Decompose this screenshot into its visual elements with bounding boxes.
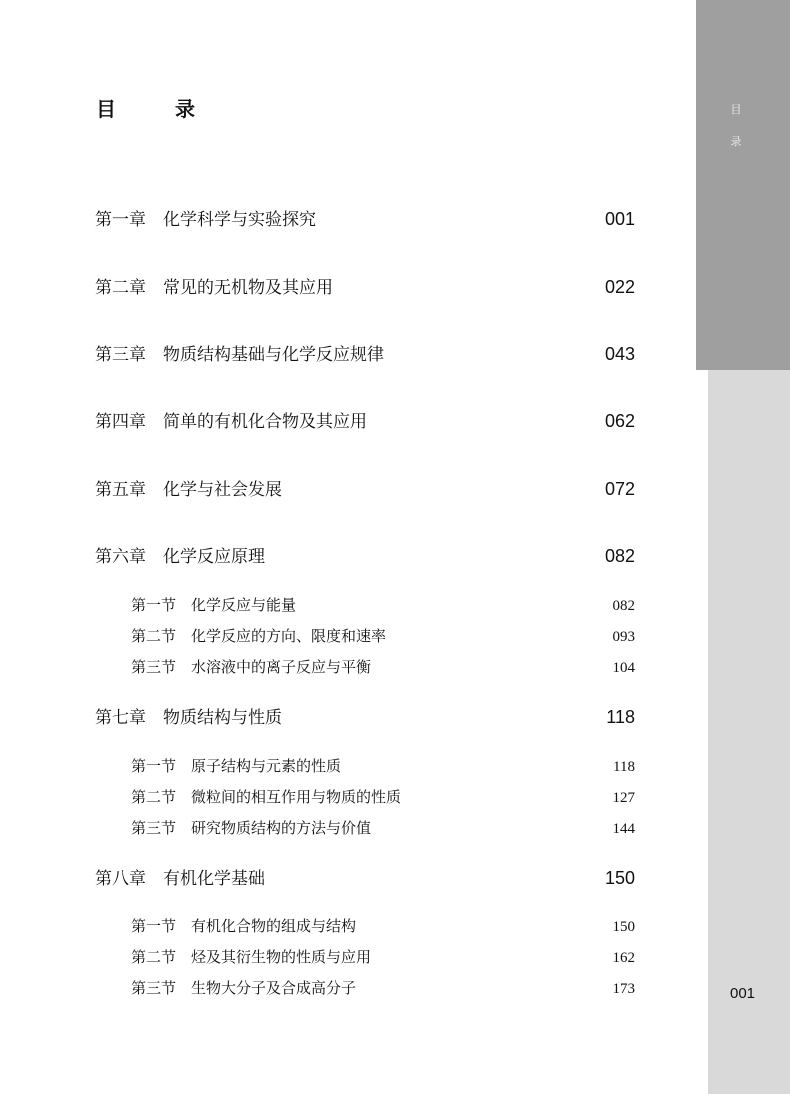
section-label: 第二节 烃及其衍生物的性质与应用 (131, 948, 372, 966)
section-page: 093 (612, 629, 635, 645)
section-page: 173 (612, 981, 635, 997)
section-page: 162 (612, 950, 635, 966)
section-page: 127 (612, 790, 635, 806)
side-tab-label (729, 94, 743, 158)
chapter-label: 第八章 有机化学基础 (95, 869, 265, 889)
toc-section[interactable] (131, 977, 635, 998)
toc-section[interactable] (131, 786, 635, 807)
section-label: 第二节 微粒间的相互作用与物质的性质 (131, 788, 402, 806)
chapter-label: 第四章 简单的有机化合物及其应用 (95, 412, 367, 432)
toc-section[interactable] (131, 656, 635, 677)
toc-chapter-5[interactable] (95, 475, 635, 500)
section-label: 第一节 有机化合物的组成与结构 (131, 917, 357, 935)
toc-chapter-1[interactable] (95, 205, 635, 230)
chapter-page: 001 (604, 209, 635, 229)
toc-chapter-2[interactable] (95, 273, 635, 298)
chapter-page: 150 (604, 868, 635, 888)
section-page: 150 (612, 919, 635, 935)
toc-chapter-8[interactable] (95, 864, 635, 889)
section-page: 082 (612, 598, 635, 614)
chapter-page: 062 (604, 411, 635, 431)
section-page: 144 (612, 821, 635, 837)
chapter-label: 第六章 化学反应原理 (95, 547, 265, 567)
chapter-label: 第二章 常见的无机物及其应用 (95, 278, 333, 298)
chapter-page: 072 (604, 479, 635, 499)
toc-section[interactable] (131, 946, 635, 967)
section-label: 第三节 研究物质结构的方法与价值 (131, 819, 372, 837)
toc-section[interactable] (131, 625, 635, 646)
toc-chapter-4[interactable] (95, 407, 635, 432)
section-label: 第二节 化学反应的方向、限度和速率 (131, 627, 387, 645)
chapter-page: 082 (604, 546, 635, 566)
chapter-label: 第三章 物质结构基础与化学反应规律 (95, 345, 384, 365)
toc-section[interactable] (131, 594, 635, 615)
toc-section[interactable] (131, 915, 635, 936)
page-title: 目 录 (96, 97, 221, 121)
section-label: 第三节 生物大分子及合成高分子 (131, 979, 357, 997)
toc-section[interactable] (131, 755, 635, 776)
toc-chapter-3[interactable] (95, 340, 635, 365)
section-label: 第一节 化学反应与能量 (131, 596, 297, 614)
side-tab-char: 录 (730, 135, 742, 148)
chapter-label: 第一章 化学科学与实验探究 (95, 210, 316, 230)
chapter-label: 第七章 物质结构与性质 (95, 708, 282, 728)
toc-chapter-6[interactable] (95, 542, 635, 567)
section-page: 118 (613, 759, 635, 775)
side-tab-char: 目 (730, 103, 742, 116)
section-label: 第三节 水溶液中的离子反应与平衡 (131, 658, 372, 676)
page-number: 001 (730, 985, 756, 1002)
chapter-page: 022 (604, 277, 635, 297)
section-label: 第一节 原子结构与元素的性质 (131, 757, 342, 775)
toc-section[interactable] (131, 817, 635, 838)
side-section-tab (696, 0, 790, 370)
section-page: 104 (612, 660, 635, 676)
toc-chapter-7[interactable] (95, 703, 635, 728)
chapter-page: 118 (606, 707, 635, 727)
chapter-page: 043 (604, 344, 635, 364)
chapter-label: 第五章 化学与社会发展 (95, 480, 282, 500)
